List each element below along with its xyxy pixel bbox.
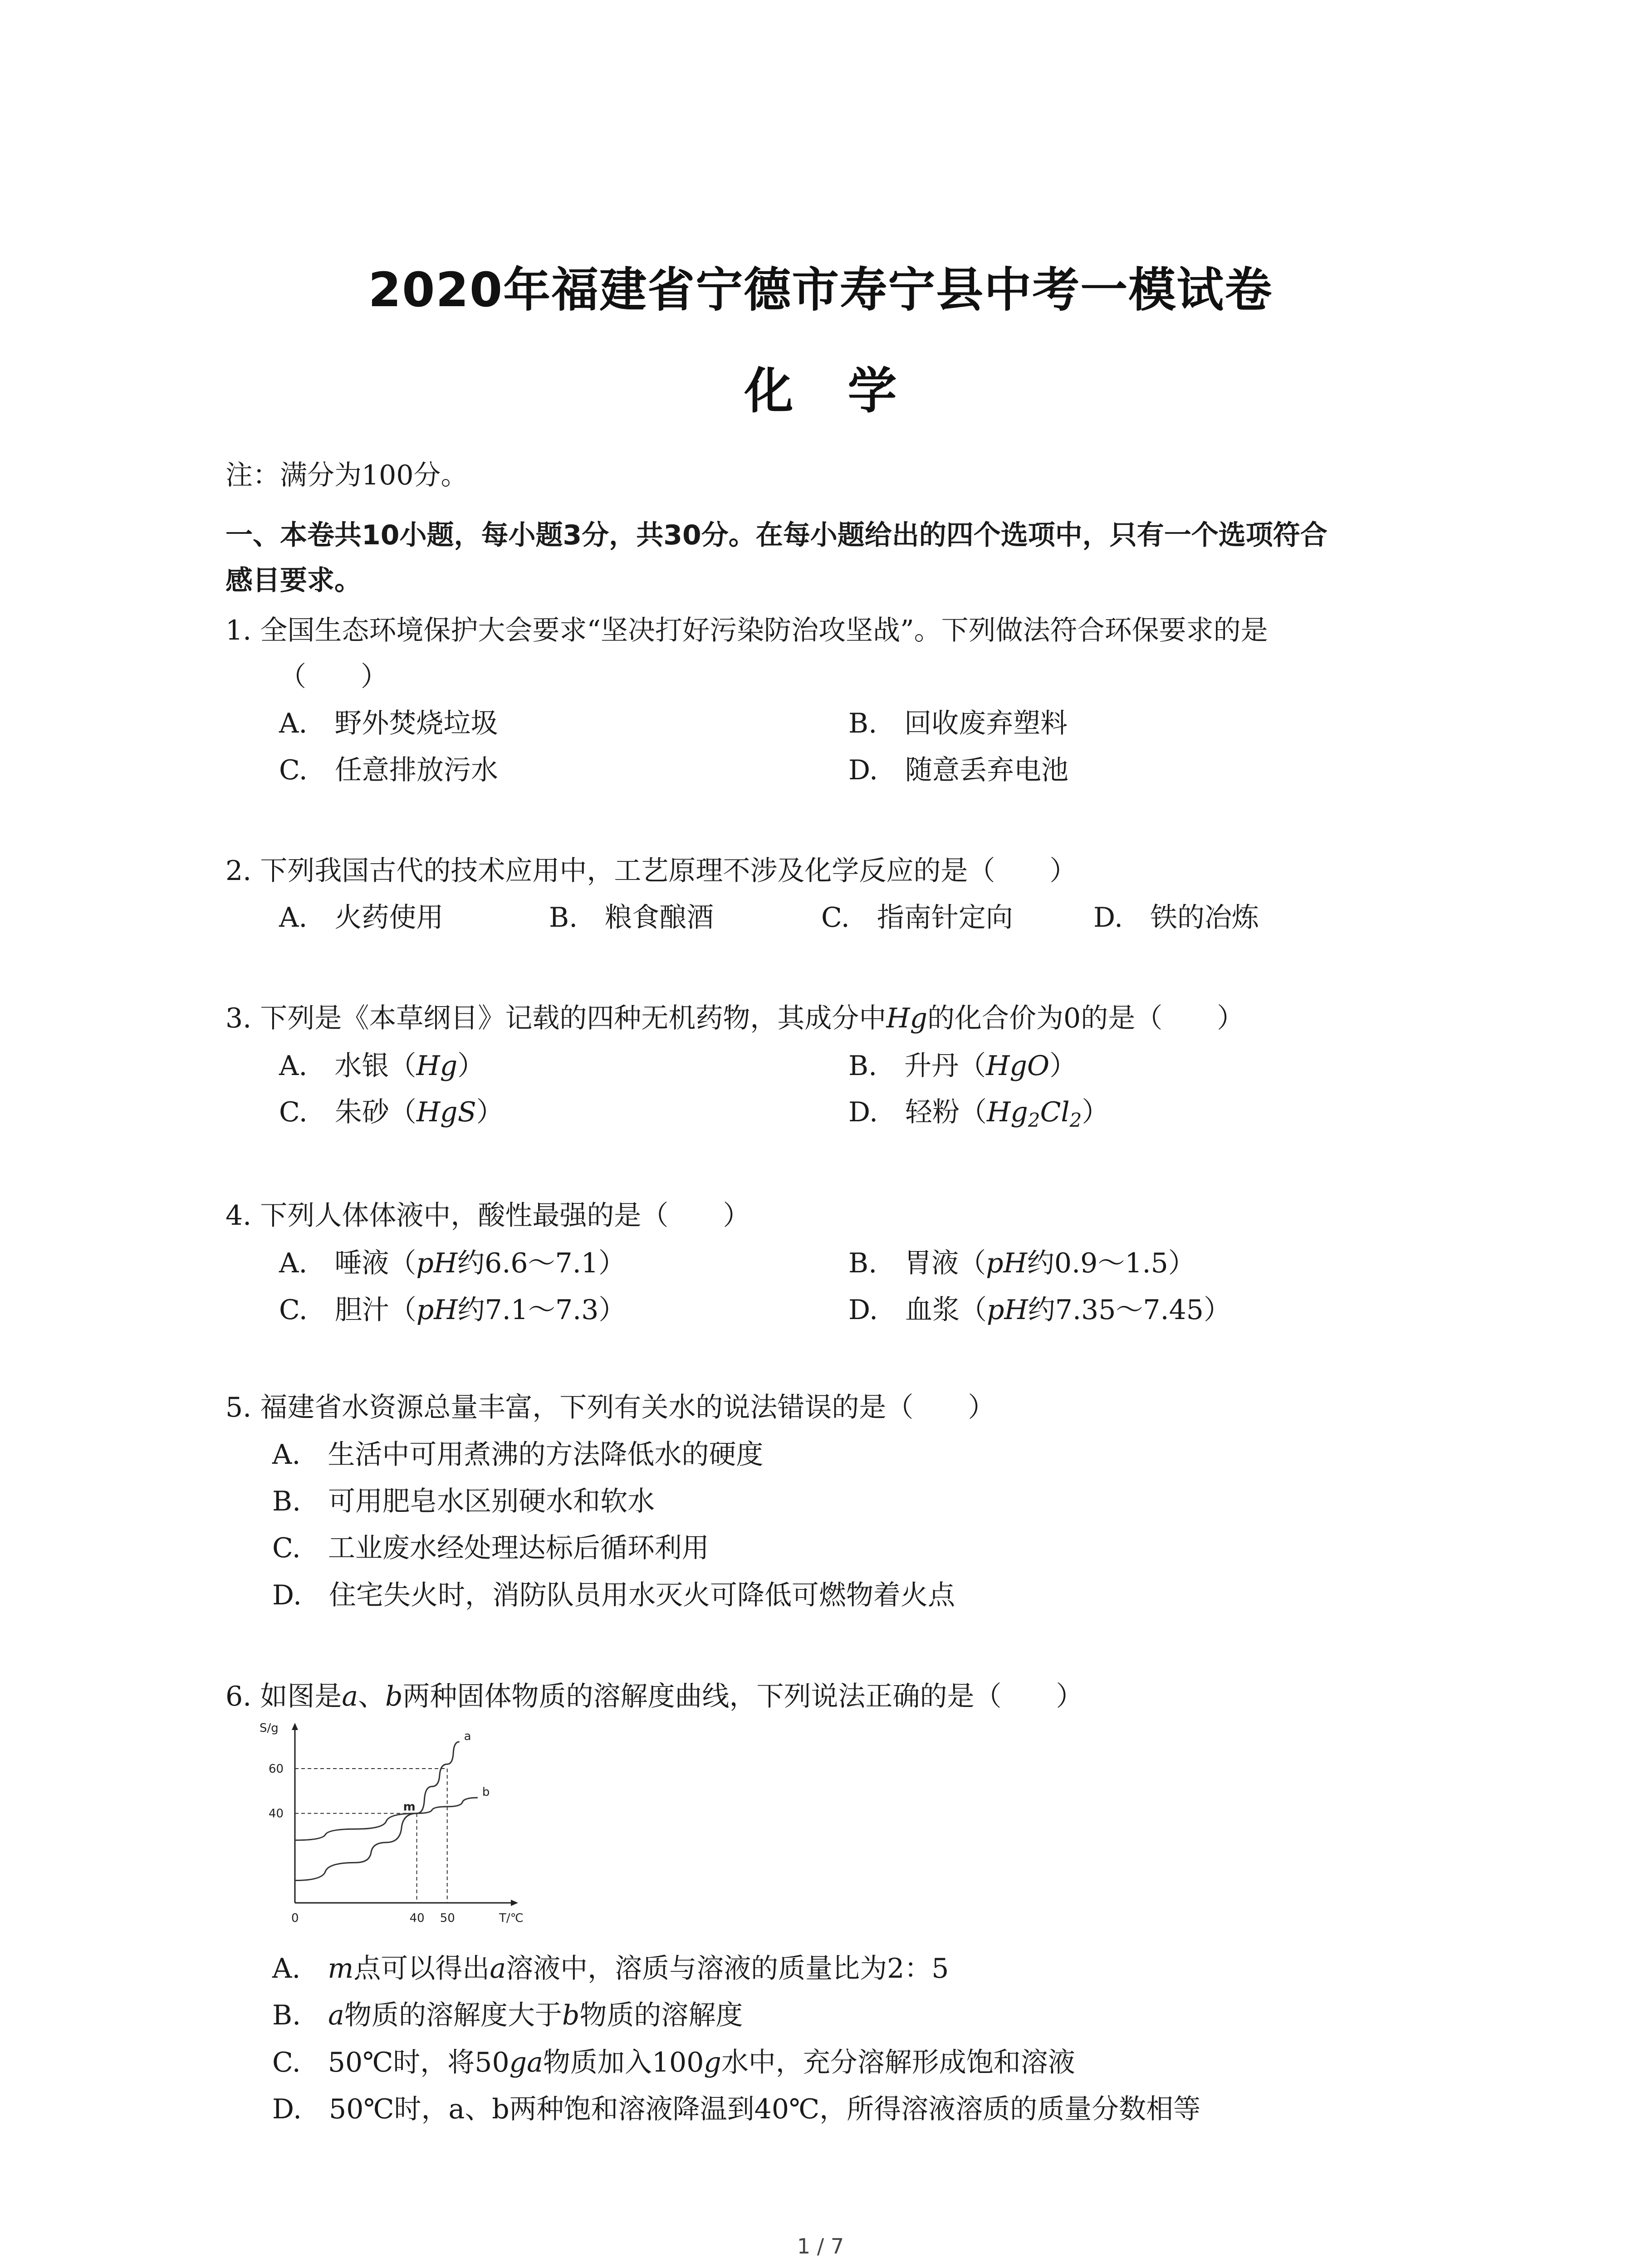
option-label: D. 轻粉（ [848,1096,987,1128]
formula: HgS [416,1096,476,1128]
question-3-stem [225,1000,1244,1036]
y-tick-label: 60 [269,1762,284,1776]
option-label: A. 唾液（ [279,1247,416,1279]
series-label-a: a [464,1729,471,1743]
question-4-option-b [848,1245,1195,1281]
question-6-option-c [272,2044,1075,2081]
subscript: 2 [1028,1109,1040,1131]
question-3-stem-text: 3. 下列是《本草纲目》记载的四种无机药物，其成分中 [225,1002,887,1034]
question-4-option-c [279,1292,626,1328]
question-5-option-d: D. 住宅失火时，消防队员用水灭火可降低可燃物着火点 [272,1579,955,1611]
ph-symbol: pH [416,1294,458,1326]
var-a: a [328,1999,344,2031]
question-2-option-d: D. 铁的冶炼 [1093,902,1259,934]
separator: 、 [358,1681,386,1712]
question-4-stem: 4. 下列人体体液中，酸性最强的是（ ） [225,1200,750,1232]
curve-b [295,1798,478,1840]
option-label: C. 胆汁（ [279,1294,416,1326]
ph-range: 约0.9～1.5） [1027,1247,1195,1279]
question-4-option-d [848,1292,1231,1328]
option-label: B. 升丹（ [848,1050,986,1082]
question-3-option-b [848,1048,1077,1084]
question-6-option-a [272,1950,949,1987]
question-6-stem [225,1678,1083,1715]
question-3-option-c [279,1094,504,1130]
question-3-option-d [848,1094,1109,1139]
section-heading-line2: 感目要求。 [225,565,362,596]
x-tick-label: 50 [440,1911,455,1925]
option-text: 物质的溶解度大于 [344,1999,562,2031]
paren: ） [1082,1096,1109,1128]
x-axis-label: T/℃ [499,1911,524,1925]
stem-text-end: 两种固体物质的溶解度曲线，下列说法正确的是（ ） [402,1681,1083,1712]
question-1-option-c: C. 任意排放污水 [279,754,498,786]
score-note: 注：满分为100分。 [225,459,468,491]
formula: Hg [416,1050,458,1082]
question-2-option-a: A. 火药使用 [279,902,444,934]
formula: Hg [987,1096,1028,1128]
ph-symbol: pH [986,1247,1027,1279]
origin-label: 0 [291,1911,299,1925]
question-6-option-d: D. 50℃时，a、b两种饱和溶液降温到40℃，所得溶液溶质的质量分数相等 [272,2093,1201,2125]
option-label: D. 血浆（ [848,1294,987,1326]
question-3-formula: Hg [886,1002,928,1034]
ph-range: 约7.1～7.3） [457,1294,626,1326]
question-1-option-b: B. 回收废弃塑料 [848,708,1068,739]
formula: HgO [986,1050,1050,1082]
question-4-option-a [279,1245,626,1281]
question-3-option-a [279,1048,485,1084]
ph-symbol: pH [416,1247,458,1279]
question-1-option-a: A. 野外焚烧垃圾 [279,708,498,739]
paren: ） [1049,1050,1077,1082]
y-axis-arrow [292,1723,298,1730]
question-5-option-a: A. 生活中可用煮沸的方法降低水的硬度 [272,1439,764,1471]
curve-a [295,1742,460,1881]
x-tick-label: 40 [409,1911,425,1925]
exam-title: 2020年福建省宁德市寿宁县中考一模试卷 [368,262,1273,318]
question-2-stem: 2. 下列我国古代的技术应用中，工艺原理不涉及化学反应的是（ ） [225,855,1077,887]
subscript: 2 [1069,1109,1082,1131]
solubility-curve-chart [254,1719,535,1937]
ph-symbol: pH [987,1294,1028,1326]
series-label-b: b [482,1785,490,1799]
question-1-option-d: D. 随意丢弃电池 [848,754,1069,786]
var-a: a [342,1681,358,1712]
page-number: 1 / 7 [797,2234,844,2258]
question-1-stem: 1. 全国生态环境保护大会要求“坚决打好污染防治攻坚战”。下列做法符合环保要求的是 [225,615,1268,646]
paren: ） [457,1050,485,1082]
ph-range: 约6.6～7.1） [457,1247,626,1279]
option-label: A. 水银（ [279,1050,416,1082]
unit-g: g [704,2047,721,2078]
y-tick-label: 40 [269,1807,284,1821]
question-5-option-c: C. 工业废水经处理达标后循环利用 [272,1532,709,1564]
question-5-option-b: B. 可用肥皂水区别硬水和软水 [272,1486,655,1517]
option-label: C. 50℃时，将50 [272,2047,509,2078]
question-2-option-b: B. 粮食酿酒 [549,902,714,934]
y-axis-label: S/g [260,1721,279,1735]
option-text-end: 溶液中，溶质与溶液的质量比为2：5 [506,1953,949,1984]
question-2-option-c: C. 指南针定向 [821,902,1013,934]
option-label: A. [272,1953,328,1984]
option-text: 物质加入100 [543,2047,704,2078]
var-a: a [490,1953,506,1984]
question-1-answer-blank: （ ） [279,661,388,693]
question-6-option-b [272,1997,743,2033]
section-heading-line1: 一、本卷共10小题，每小题3分，共30分。在每小题给出的四个选项中，只有一个选项符合 [225,519,1327,551]
intersection-label: m [403,1800,416,1814]
var-a: a [527,2047,543,2078]
unit-g: g [509,2047,527,2078]
option-label: C. 朱砂（ [279,1096,416,1128]
paren: ） [476,1096,504,1128]
ph-range: 约7.35～7.45） [1028,1294,1231,1326]
option-text-end: 水中，充分溶解形成饱和溶液 [721,2047,1075,2078]
formula: Cl [1040,1096,1070,1128]
subject-title: 化学 [744,363,951,420]
question-5-stem: 5. 福建省水资源总量丰富，下列有关水的说法错误的是（ ） [225,1392,995,1423]
var-b: b [385,1681,403,1712]
var-m: m [328,1953,354,1984]
option-label: B. 胃液（ [848,1247,986,1279]
stem-text: 6. 如图是 [225,1681,342,1712]
option-text-end: 物质的溶解度 [579,1999,743,2031]
x-axis-arrow [511,1900,518,1906]
question-3-stem-text-end: 的化合价为0的是（ ） [927,1002,1244,1034]
var-b: b [562,1999,580,2031]
option-text: 点可以得出 [353,1953,490,1984]
option-label: B. [272,1999,328,2031]
